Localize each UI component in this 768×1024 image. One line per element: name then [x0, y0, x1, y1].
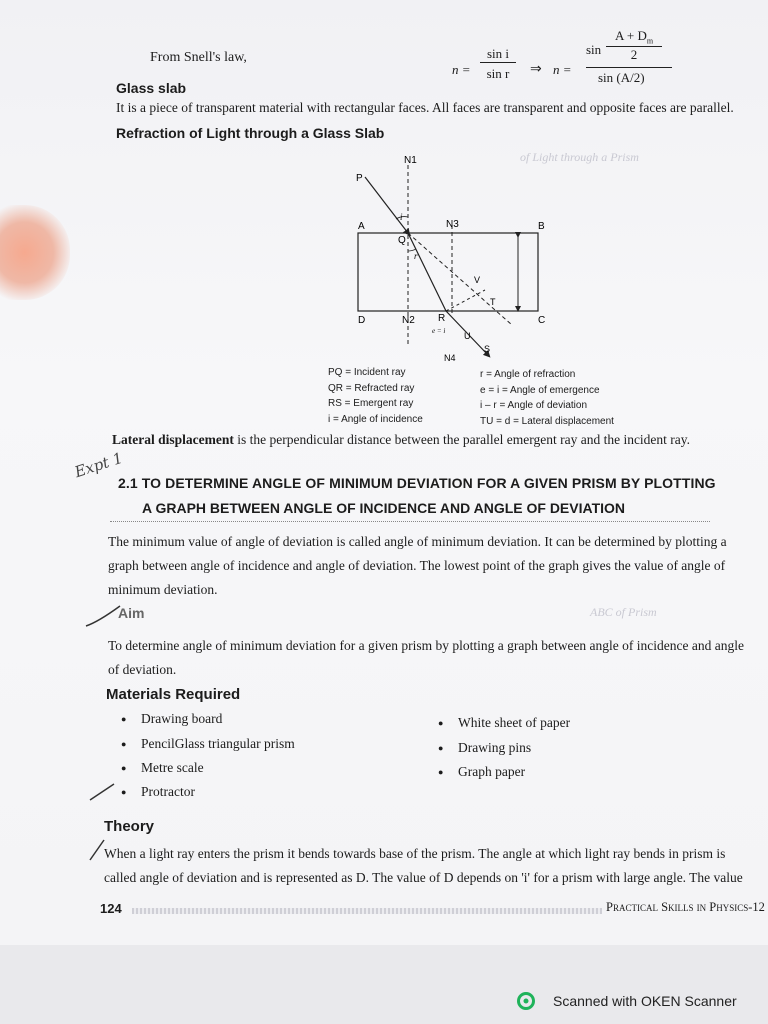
aim-paragraph	[108, 634, 744, 682]
handwritten-note: Expt 1	[72, 448, 125, 482]
check-pen-mark	[88, 780, 118, 802]
label-n1: N1	[404, 155, 417, 166]
label-r: r	[414, 251, 418, 261]
oken-scanner-icon	[517, 992, 535, 1010]
legend-item: TU = d = Lateral displacement	[480, 415, 614, 427]
incident-ray	[365, 177, 408, 233]
snell-fraction	[480, 46, 516, 82]
lateral-term: Lateral displacement	[112, 432, 234, 447]
label-s: S	[484, 344, 491, 354]
n-equals-2: n =	[553, 62, 572, 77]
paragraph-line: When a light ray enters the prism it bends towards base of the prism. The angle at which light ray bends in prism is	[104, 846, 726, 861]
paragraph-line: To determine angle of minimum deviation for a given prism by plotting a graph between angle of incidence and angle	[108, 638, 744, 653]
lateral-definition	[112, 432, 690, 448]
scanner-credit: Scanned with OKEN Scanner	[553, 993, 737, 1009]
material-item: ● Protractor	[141, 784, 195, 800]
prism-inner-bottom: 2	[630, 46, 638, 62]
snell-intro: From Snell's law,	[150, 50, 247, 65]
material-item: ● Metre scale	[141, 760, 204, 776]
label-c: C	[538, 315, 546, 326]
book-title: Practical Skills in Physics-12	[606, 900, 765, 914]
legend-item: i = Angle of incidence	[328, 413, 423, 425]
label-n4: N4	[444, 353, 456, 363]
sin-prefix: sin	[586, 42, 602, 57]
paragraph-line: graph between angle of incidence and angle of deviation. The lowest point of the graph gives the value of angle of	[108, 558, 726, 573]
intro-paragraph	[108, 530, 727, 602]
material-item: ● White sheet of paper	[458, 715, 570, 731]
heading-rule	[110, 521, 710, 522]
glass-slab-heading: Glass slab	[116, 80, 187, 96]
prism-denominator: sin (A/2)	[598, 70, 645, 85]
legend-item: i – r = Angle of deviation	[480, 400, 588, 411]
n-equals: n =	[452, 62, 471, 77]
refraction-heading: Refraction of Light through a Glass Slab	[116, 125, 385, 141]
label-n2: N2	[402, 315, 415, 326]
legend-item: RS = Emergent ray	[328, 398, 414, 409]
paragraph-line: called angle of deviation and is represented as D. The value of D depends on 'i' for a prism with large angle. The value	[104, 870, 743, 885]
legend-left	[328, 365, 423, 427]
lateral-shift-line	[446, 290, 485, 311]
material-item: ● PencilGlass triangular prism	[141, 736, 295, 752]
refracted-ray	[408, 233, 446, 311]
materials-heading: Materials Required	[106, 686, 241, 703]
aim-heading: Aim	[118, 605, 145, 621]
glass-slab-text: It is a piece of transparent material with rectangular faces. All faces are transparent and opposite faces are parallel.	[116, 100, 734, 115]
prism-inner-top: $A + D_m$	[606, 28, 662, 47]
material-item: ● Graph paper	[458, 764, 525, 780]
prism-fraction-inner	[606, 28, 662, 63]
theory-heading: Theory	[104, 818, 155, 835]
material-item: ● Drawing board	[141, 711, 222, 727]
finger-shadow	[0, 205, 70, 300]
theory-paragraph	[104, 842, 743, 890]
material-item: ● Drawing pins	[458, 740, 531, 756]
label-t: T	[490, 297, 496, 307]
paragraph-line: The minimum value of angle of deviation is called angle of minimum deviation. It can be determined by plotting a	[108, 534, 727, 549]
experiment-heading-line1: 2.1 TO DETERMINE ANGLE OF MINIMUM DEVIATION FOR A GIVEN PRISM BY PLOTTING	[118, 475, 716, 491]
legend-right	[480, 367, 614, 429]
lateral-rest: is the perpendicular distance between the parallel emergent ray and the incident ray.	[233, 432, 691, 447]
legend-item: PQ = Incident ray	[328, 367, 406, 378]
prism-fraction-bar	[586, 67, 672, 68]
page-number: 124	[100, 901, 122, 916]
label-p: P	[356, 173, 363, 184]
label-u: U	[464, 331, 471, 341]
label-v: V	[474, 275, 481, 285]
label-b: B	[538, 221, 545, 232]
legend-item: e = i = Angle of emergence	[480, 384, 600, 396]
glass-slab-diagram	[340, 155, 580, 365]
bleed-through: ABC of Prism	[590, 605, 657, 619]
implies-arrow: ⇒	[530, 62, 542, 77]
snell-numerator: sin i	[480, 46, 516, 63]
label-d: D	[358, 315, 366, 326]
paragraph-line: of deviation.	[108, 662, 177, 677]
slab-rectangle	[358, 233, 538, 311]
snell-denominator: sin r	[486, 66, 510, 81]
label-r-point: R	[438, 313, 446, 324]
experiment-heading-line2: A GRAPH BETWEEN ANGLE OF INCIDENCE AND ANGLE OF DEVIATION	[142, 500, 626, 516]
label-a: A	[358, 221, 365, 232]
label-q: Q	[398, 235, 406, 246]
label-n3: N3	[446, 219, 459, 230]
label-e: e = i	[432, 327, 446, 335]
paragraph-line: minimum deviation.	[108, 582, 218, 597]
legend-item: r = Angle of refraction	[480, 369, 576, 380]
label-i: i	[400, 212, 403, 222]
bleed-through: of Light through a Prism	[520, 150, 639, 164]
footer-rule	[132, 908, 602, 914]
legend-item: QR = Refracted ray	[328, 382, 415, 394]
